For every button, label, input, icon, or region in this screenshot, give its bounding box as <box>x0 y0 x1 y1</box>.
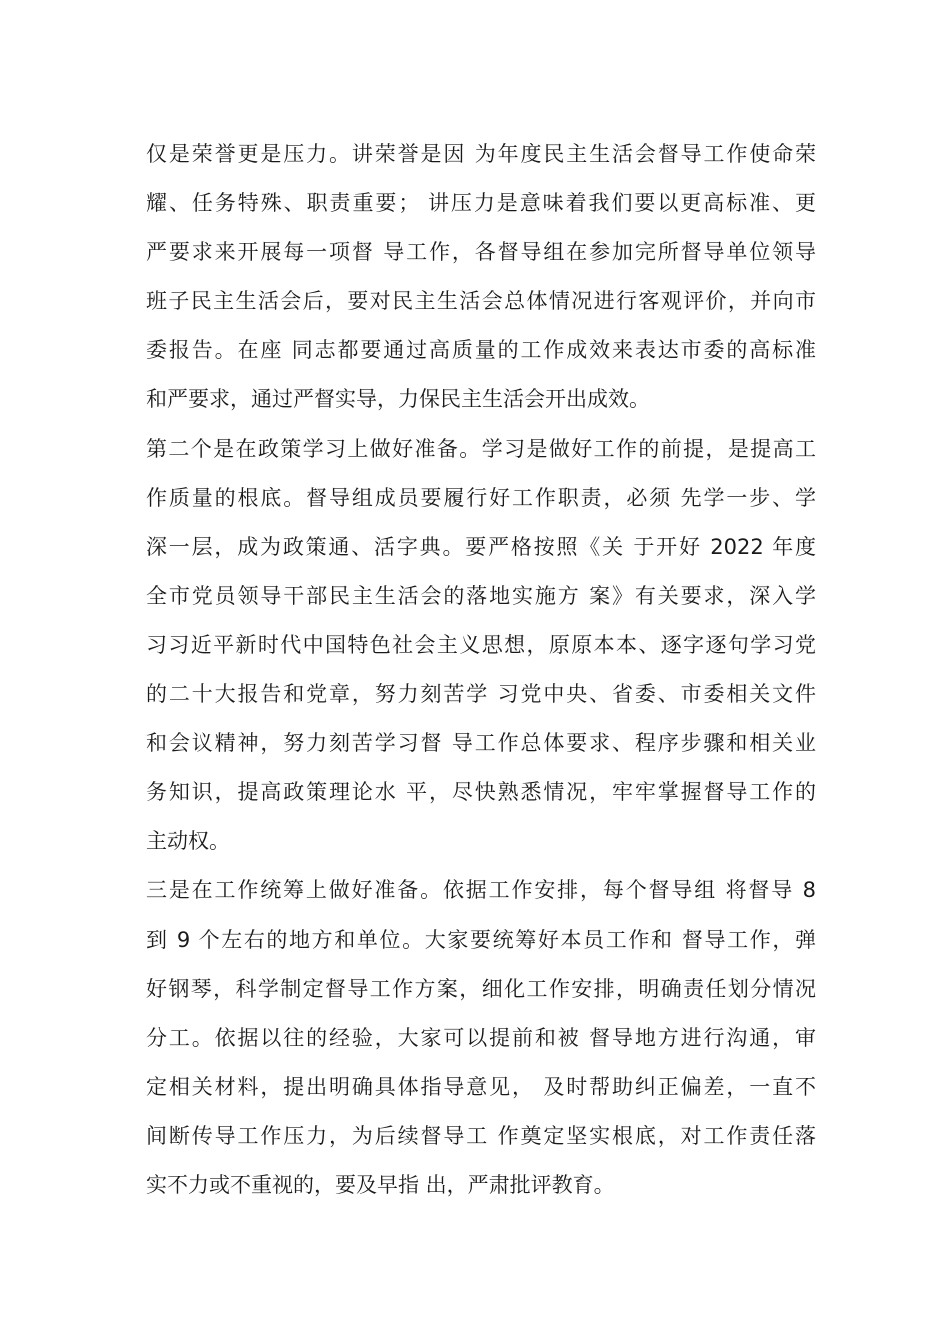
paragraph-line: 主动权。 <box>146 829 230 854</box>
paragraph-line: 分工。依据以往的经验，大家可以提前和被 督导地方进行沟通，审 <box>146 1025 816 1050</box>
paragraph-line: 仅是荣誉更是压力。讲荣誉是因 为年度民主生活会督导工作使命荣 <box>146 142 816 166</box>
paragraph-1 <box>146 130 816 425</box>
paragraph-line: 深一层，成为政策通、活字典。要严格按照《关 于开好 2022 年度 <box>146 534 816 559</box>
paragraph-line: 习习近平新时代中国特色社会主义思想，原原本本、逐字逐句学习党 <box>146 632 816 657</box>
paragraph-line: 班子民主生活会后，要对民主生活会总体情况进行客观评价，并向市 <box>146 289 816 314</box>
paragraph-line: 好钢琴，科学制定督导工作方案，细化工作安排，明确责任划分情况 <box>146 976 816 1001</box>
paragraph-line: 务知识，提高政策理论水 平，尽快熟悉情况，牢牢掌握督导工作的 <box>146 780 816 805</box>
paragraph-line: 委报告。在座 同志都要通过高质量的工作成效来表达市委的高标准 <box>146 338 816 363</box>
paragraph-line: 间断传导工作压力，为后续督导工 作奠定坚实根底，对工作责任落 <box>146 1123 816 1148</box>
paragraph-line: 耀、任务特殊、职责重要； 讲压力是意味着我们要以更高标准、更 <box>146 191 816 216</box>
paragraph-line: 到 9 个左右的地方和单位。大家要统筹好本员工作和 督导工作，弹 <box>146 927 816 952</box>
paragraph-line: 作质量的根底。督导组成员要履行好工作职责，必须 先学一步、学 <box>146 485 816 510</box>
paragraph-2 <box>146 425 816 867</box>
paragraph-line: 严要求来开展每一项督 导工作，各督导组在参加完所督导单位领导 <box>146 240 816 265</box>
paragraph-3 <box>146 866 816 1210</box>
paragraph-line: 定相关材料，提出明确具体指导意见， 及时帮助纠正偏差，一直不 <box>146 1074 816 1099</box>
paragraph-line: 的二十大报告和党章，努力刻苦学 习党中央、省委、市委相关文件 <box>146 682 816 707</box>
paragraph-line: 和严要求，通过严督实导，力保民主生活会开出成效。 <box>146 387 650 412</box>
document-body <box>146 130 816 1210</box>
paragraph-line: 全市党员领导干部民主生活会的落地实施方 案》有关要求，深入学 <box>146 583 816 608</box>
paragraph-line: 第二个是在政策学习上做好准备。学习是做好工作的前提，是提高工 <box>146 436 816 461</box>
paragraph-line: 三是在工作统筹上做好准备。依据工作安排，每个督导组 将督导 8 <box>146 878 816 903</box>
paragraph-line: 实不力或不重视的，要及早指 出，严肃批评教育。 <box>146 1172 615 1197</box>
paragraph-line: 和会议精神，努力刻苦学习督 导工作总体要求、程序步骤和相关业 <box>146 731 816 756</box>
